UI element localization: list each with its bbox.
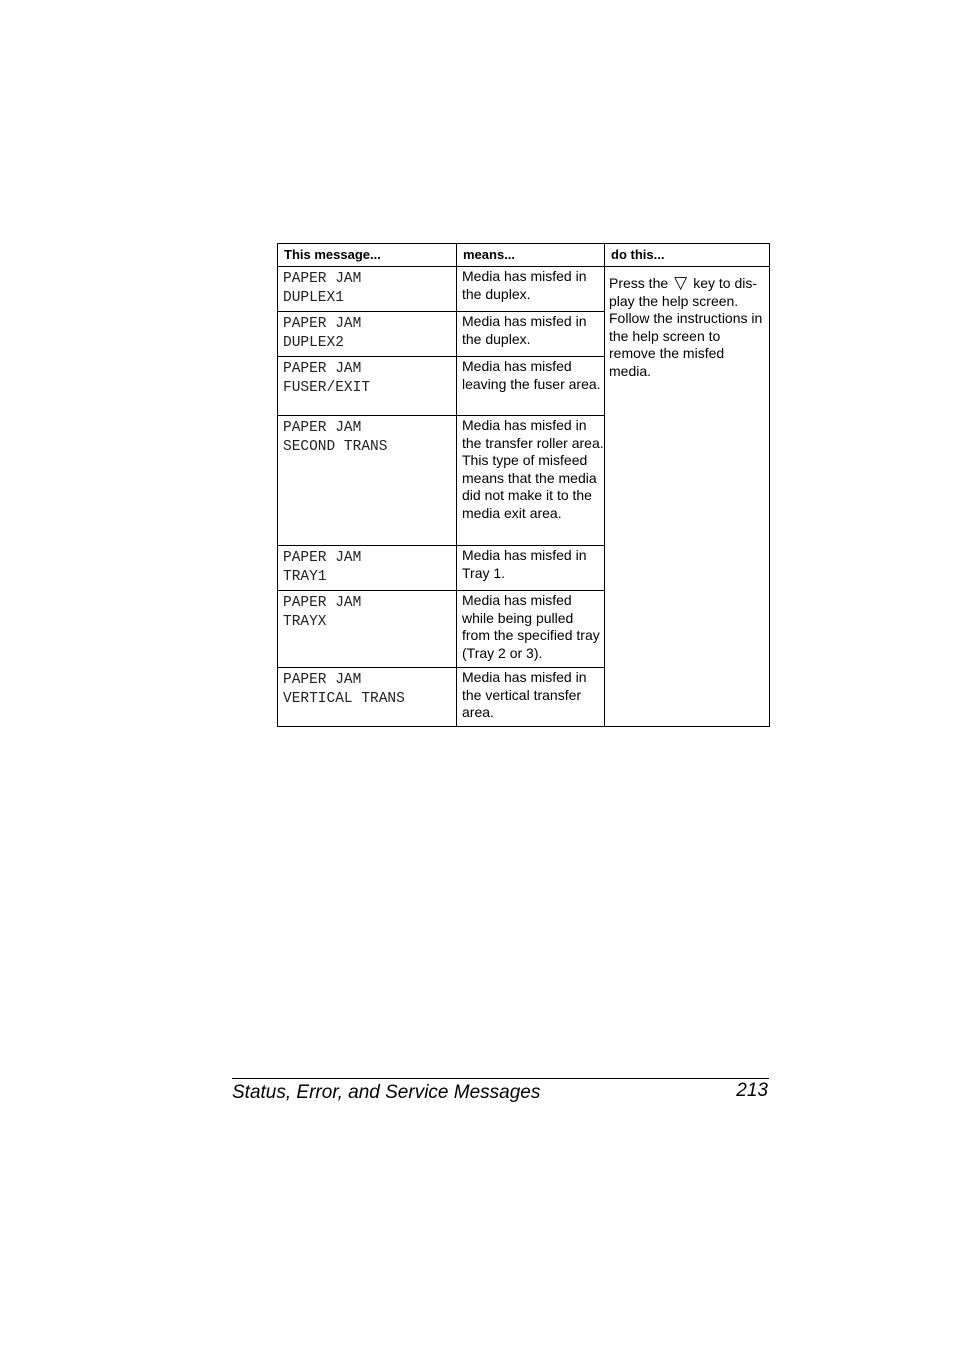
message-line: DUPLEX2 <box>283 335 344 351</box>
message-line: TRAYX <box>283 614 327 630</box>
means-cell: Media has misfed leaving the fuser area. <box>457 357 605 416</box>
means-cell: Media has misfed in the duplex. <box>457 267 605 312</box>
means-cell: Media has misfed while being pulled from the specified tray (Tray 2 or 3). <box>457 591 605 668</box>
message-cell <box>278 591 457 668</box>
message-line: DUPLEX1 <box>283 290 344 306</box>
action-text: key to dis- <box>693 275 758 291</box>
means-cell: Media has misfed in the vertical transfer area. <box>457 668 605 727</box>
message-line: SECOND TRANS <box>283 439 388 455</box>
message-line: PAPER JAM <box>283 595 362 611</box>
message-line: TRAY1 <box>283 569 327 585</box>
message-line: PAPER JAM <box>283 420 362 436</box>
header-means: means... <box>457 244 605 267</box>
message-cell <box>278 668 457 727</box>
header-message: This message... <box>278 244 457 267</box>
action-cell <box>605 267 770 727</box>
message-table <box>277 243 770 727</box>
table-header-row <box>278 244 770 267</box>
message-line: PAPER JAM <box>283 271 362 287</box>
message-line: PAPER JAM <box>283 361 362 377</box>
message-cell <box>278 312 457 357</box>
down-triangle-key-icon: ▽ <box>674 273 688 292</box>
message-line: FUSER/EXIT <box>283 380 371 396</box>
message-cell <box>278 416 457 546</box>
header-action: do this... <box>605 244 770 267</box>
message-line: PAPER JAM <box>283 672 362 688</box>
table-row <box>278 267 770 312</box>
means-cell: Media has misfed in Tray 1. <box>457 546 605 591</box>
action-text: Press the <box>609 275 669 291</box>
message-line: PAPER JAM <box>283 316 362 332</box>
message-cell <box>278 546 457 591</box>
means-cell: Media has misfed in the duplex. <box>457 312 605 357</box>
footer-divider <box>232 1078 769 1079</box>
message-line: PAPER JAM <box>283 550 362 566</box>
page-number: 213 <box>736 1080 768 1101</box>
action-text: play the help screen. Follow the instructions in the help screen to remove the misfed media. <box>609 292 763 379</box>
footer-title: Status, Error, and Service Messages <box>232 1082 541 1103</box>
message-cell <box>278 357 457 416</box>
means-cell: Media has misfed in the transfer roller area. This type of misfeed means that the media did not make it to the media exit area. <box>457 416 605 546</box>
message-line: VERTICAL TRANS <box>283 691 405 707</box>
message-cell <box>278 267 457 312</box>
